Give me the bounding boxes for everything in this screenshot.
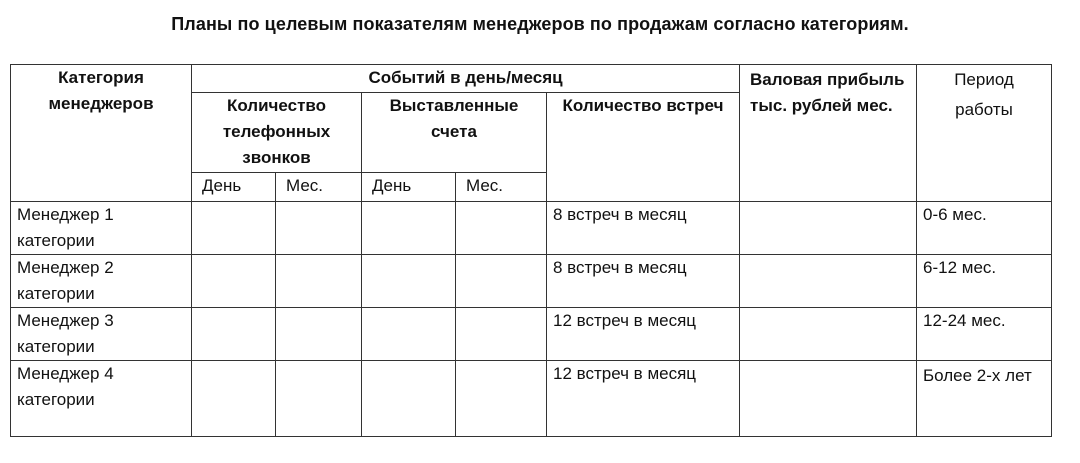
page-title: Планы по целевым показателям менеджеров по продажам согласно категориям. [171, 14, 909, 34]
table-row [11, 361, 1052, 437]
row-calls-month [276, 361, 362, 437]
row-calls-day [192, 308, 276, 361]
row-calls-month [276, 202, 362, 255]
row-calls-day [192, 255, 276, 308]
row-calls-day [192, 361, 276, 437]
row-meetings: 8 встреч в месяц [547, 255, 740, 308]
header-calls-day: День [192, 173, 276, 202]
row-calls-month [276, 308, 362, 361]
row-invoices-day [362, 308, 456, 361]
header-row-1 [11, 65, 1052, 93]
row-invoices-month [456, 361, 547, 437]
row-period: 0-6 мес. [917, 202, 1052, 255]
row-category: Менеджер 4 категории [11, 361, 192, 437]
row-invoices-month [456, 255, 547, 308]
row-category: Менеджер 1 категории [11, 202, 192, 255]
row-invoices-day [362, 202, 456, 255]
row-category: Менеджер 3 категории [11, 308, 192, 361]
row-meetings: 12 встреч в месяц [547, 361, 740, 437]
targets-table [10, 64, 1052, 437]
header-gross-profit: Валовая прибыль тыс. рублей мес. [740, 65, 917, 202]
header-calls: Количество телефонных звонков [192, 93, 362, 173]
row-meetings: 8 встреч в месяц [547, 202, 740, 255]
header-invoices-month: Мес. [456, 173, 547, 202]
row-period: 12-24 мес. [917, 308, 1052, 361]
header-meetings: Количество встреч [547, 93, 740, 202]
row-invoices-month [456, 308, 547, 361]
table-row [11, 202, 1052, 255]
row-period: Более 2-х лет [917, 361, 1052, 437]
row-calls-month [276, 255, 362, 308]
row-profit [740, 308, 917, 361]
row-period: 6-12 мес. [917, 255, 1052, 308]
header-period: Период работы [917, 65, 1052, 202]
table-row [11, 255, 1052, 308]
row-profit [740, 255, 917, 308]
row-category: Менеджер 2 категории [11, 255, 192, 308]
row-profit [740, 361, 917, 437]
row-meetings: 12 встреч в месяц [547, 308, 740, 361]
row-invoices-month [456, 202, 547, 255]
header-category: Категория менеджеров [11, 65, 192, 202]
table-row [11, 308, 1052, 361]
header-events: Событий в день/месяц [192, 65, 740, 93]
row-invoices-day [362, 361, 456, 437]
header-invoices: Выставленные счета [362, 93, 547, 173]
row-profit [740, 202, 917, 255]
header-invoices-day: День [362, 173, 456, 202]
row-invoices-day [362, 255, 456, 308]
header-calls-month: Мес. [276, 173, 362, 202]
row-calls-day [192, 202, 276, 255]
